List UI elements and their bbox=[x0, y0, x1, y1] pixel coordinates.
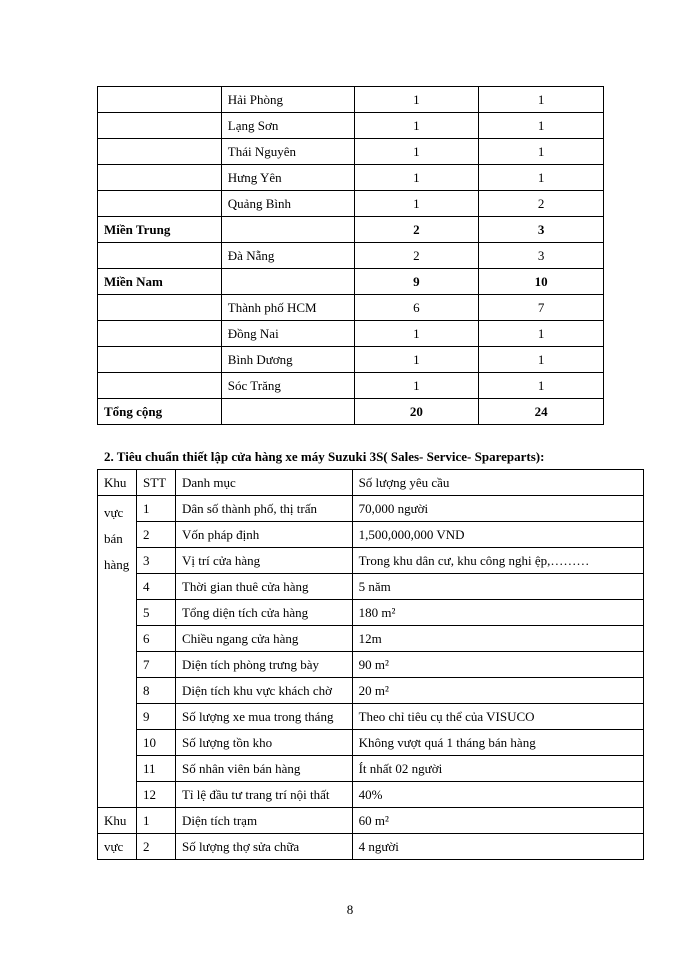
region-cell bbox=[98, 113, 222, 139]
table-row bbox=[98, 626, 644, 652]
requirement-cell: 40% bbox=[352, 782, 643, 808]
count-cell: 7 bbox=[479, 295, 604, 321]
count-cell: 2 bbox=[479, 191, 604, 217]
category-cell: Diện tích khu vực khách chờ bbox=[175, 678, 352, 704]
stt-cell: 4 bbox=[136, 574, 175, 600]
count-cell: 1 bbox=[354, 139, 479, 165]
category-cell: Số lượng thợ sửa chữa bbox=[175, 834, 352, 860]
location-cell: Thành phố HCM bbox=[221, 295, 354, 321]
area-label-line: hàng bbox=[104, 557, 130, 572]
requirement-cell: 180 m² bbox=[352, 600, 643, 626]
stt-cell: 8 bbox=[136, 678, 175, 704]
category-header: Danh mục bbox=[175, 470, 352, 496]
category-cell: Vốn pháp định bbox=[175, 522, 352, 548]
requirement-cell: Ít nhất 02 người bbox=[352, 756, 643, 782]
table-row bbox=[98, 522, 644, 548]
category-cell: Thời gian thuê cửa hàng bbox=[175, 574, 352, 600]
region-cell bbox=[98, 87, 222, 113]
requirement-cell: Trong khu dân cư, khu công nghi ệp,……… bbox=[352, 548, 643, 574]
count-cell: 1 bbox=[354, 165, 479, 191]
category-cell: Vị trí cửa hàng bbox=[175, 548, 352, 574]
requirement-cell: 12m bbox=[352, 626, 643, 652]
category-cell: Dân số thành phố, thị trấn bbox=[175, 496, 352, 522]
stt-cell: 2 bbox=[136, 834, 175, 860]
location-cell: Bình Dương bbox=[221, 347, 354, 373]
area-cell-sales bbox=[98, 496, 137, 808]
region-cell bbox=[98, 165, 222, 191]
location-cell bbox=[221, 399, 354, 425]
table-row bbox=[98, 496, 644, 522]
count-cell: 1 bbox=[479, 373, 604, 399]
count-cell: 1 bbox=[479, 87, 604, 113]
requirement-cell: 4 người bbox=[352, 834, 643, 860]
count-cell: 1 bbox=[479, 113, 604, 139]
location-cell: Quảng Bình bbox=[221, 191, 354, 217]
count-cell: 1 bbox=[479, 321, 604, 347]
dealer-count-table bbox=[97, 86, 604, 425]
table-row bbox=[98, 574, 644, 600]
requirement-cell: 20 m² bbox=[352, 678, 643, 704]
count-cell: 3 bbox=[479, 217, 604, 243]
category-cell: Tổng diện tích cửa hàng bbox=[175, 600, 352, 626]
stt-cell: 12 bbox=[136, 782, 175, 808]
location-cell bbox=[221, 217, 354, 243]
stt-cell: 5 bbox=[136, 600, 175, 626]
category-cell: Số lượng xe mua trong tháng bbox=[175, 704, 352, 730]
category-cell: Tỉ lệ đầu tư trang trí nội thất bbox=[175, 782, 352, 808]
table-row bbox=[98, 782, 644, 808]
count-cell: 6 bbox=[354, 295, 479, 321]
area-header: Khu bbox=[98, 470, 137, 496]
table-row bbox=[98, 87, 604, 113]
stt-cell: 10 bbox=[136, 730, 175, 756]
table-header-row bbox=[98, 470, 644, 496]
stt-cell: 6 bbox=[136, 626, 175, 652]
table-row bbox=[98, 834, 644, 860]
stt-cell: 7 bbox=[136, 652, 175, 678]
stt-cell: 1 bbox=[136, 808, 175, 834]
table-row bbox=[98, 730, 644, 756]
category-cell: Số nhân viên bán hàng bbox=[175, 756, 352, 782]
category-cell: Diện tích phòng trưng bày bbox=[175, 652, 352, 678]
count-cell: 1 bbox=[479, 139, 604, 165]
requirement-cell: Không vượt quá 1 tháng bán hàng bbox=[352, 730, 643, 756]
requirement-cell: 1,500,000,000 VND bbox=[352, 522, 643, 548]
table-row bbox=[98, 808, 644, 834]
requirement-cell: Theo chỉ tiêu cụ thể của VISUCO bbox=[352, 704, 643, 730]
count-cell: 1 bbox=[479, 165, 604, 191]
count-cell: 9 bbox=[354, 269, 479, 295]
table-row bbox=[98, 113, 604, 139]
stt-cell: 3 bbox=[136, 548, 175, 574]
stt-cell: 11 bbox=[136, 756, 175, 782]
region-cell bbox=[98, 139, 222, 165]
count-cell: 1 bbox=[354, 321, 479, 347]
table-row bbox=[98, 295, 604, 321]
count-cell: 1 bbox=[479, 347, 604, 373]
table-row bbox=[98, 678, 644, 704]
count-cell: 1 bbox=[354, 373, 479, 399]
count-cell: 1 bbox=[354, 113, 479, 139]
location-cell: Sóc Trăng bbox=[221, 373, 354, 399]
stt-cell: 2 bbox=[136, 522, 175, 548]
requirement-cell: 5 năm bbox=[352, 574, 643, 600]
count-cell: 1 bbox=[354, 87, 479, 113]
count-cell: 2 bbox=[354, 243, 479, 269]
region-cell bbox=[98, 373, 222, 399]
table-row bbox=[98, 165, 604, 191]
count-cell: 10 bbox=[479, 269, 604, 295]
count-cell: 24 bbox=[479, 399, 604, 425]
category-cell: Số lượng tồn kho bbox=[175, 730, 352, 756]
region-cell bbox=[98, 321, 222, 347]
location-cell: Lạng Sơn bbox=[221, 113, 354, 139]
category-cell: Chiều ngang cửa hàng bbox=[175, 626, 352, 652]
count-cell: 20 bbox=[354, 399, 479, 425]
category-cell: Diện tích trạm bbox=[175, 808, 352, 834]
region-cell bbox=[98, 347, 222, 373]
region-cell bbox=[98, 191, 222, 217]
location-cell: Hưng Yên bbox=[221, 165, 354, 191]
location-cell: Thái Nguyên bbox=[221, 139, 354, 165]
location-cell: Đồng Nai bbox=[221, 321, 354, 347]
region-cell: Miền Nam bbox=[98, 269, 222, 295]
requirement-header: Số lượng yêu cầu bbox=[352, 470, 643, 496]
area-label-line: bán bbox=[104, 531, 123, 546]
table-row bbox=[98, 139, 604, 165]
area-cell-service: Khu bbox=[98, 808, 137, 834]
count-cell: 2 bbox=[354, 217, 479, 243]
location-cell: Hải Phòng bbox=[221, 87, 354, 113]
stt-cell: 9 bbox=[136, 704, 175, 730]
table-row bbox=[98, 373, 604, 399]
requirement-cell: 90 m² bbox=[352, 652, 643, 678]
requirement-cell: 70,000 người bbox=[352, 496, 643, 522]
count-cell: 1 bbox=[354, 191, 479, 217]
stt-header: STT bbox=[136, 470, 175, 496]
region-cell bbox=[98, 295, 222, 321]
region-cell: Miền Trung bbox=[98, 217, 222, 243]
table-row bbox=[98, 321, 604, 347]
table-row bbox=[98, 652, 644, 678]
table-row bbox=[98, 243, 604, 269]
region-cell: Tổng cộng bbox=[98, 399, 222, 425]
table-row bbox=[98, 756, 644, 782]
table-row bbox=[98, 399, 604, 425]
page-number: 8 bbox=[346, 902, 354, 917]
area-label-line: vực bbox=[104, 505, 124, 520]
table-row bbox=[98, 217, 604, 243]
table-row bbox=[98, 600, 644, 626]
area-cell-service: vực bbox=[98, 834, 137, 860]
stt-cell: 1 bbox=[136, 496, 175, 522]
table-row bbox=[98, 704, 644, 730]
table-row bbox=[98, 191, 604, 217]
store-standards-table bbox=[97, 469, 644, 860]
table-row bbox=[98, 347, 604, 373]
location-cell: Đà Nẵng bbox=[221, 243, 354, 269]
table-row bbox=[98, 269, 604, 295]
section-heading: 2. Tiêu chuẩn thiết lập cửa hàng xe máy Suzuki 3S( Sales- Service- Spareparts): bbox=[104, 449, 545, 464]
region-cell bbox=[98, 243, 222, 269]
table-row bbox=[98, 548, 644, 574]
requirement-cell: 60 m² bbox=[352, 808, 643, 834]
count-cell: 3 bbox=[479, 243, 604, 269]
count-cell: 1 bbox=[354, 347, 479, 373]
location-cell bbox=[221, 269, 354, 295]
